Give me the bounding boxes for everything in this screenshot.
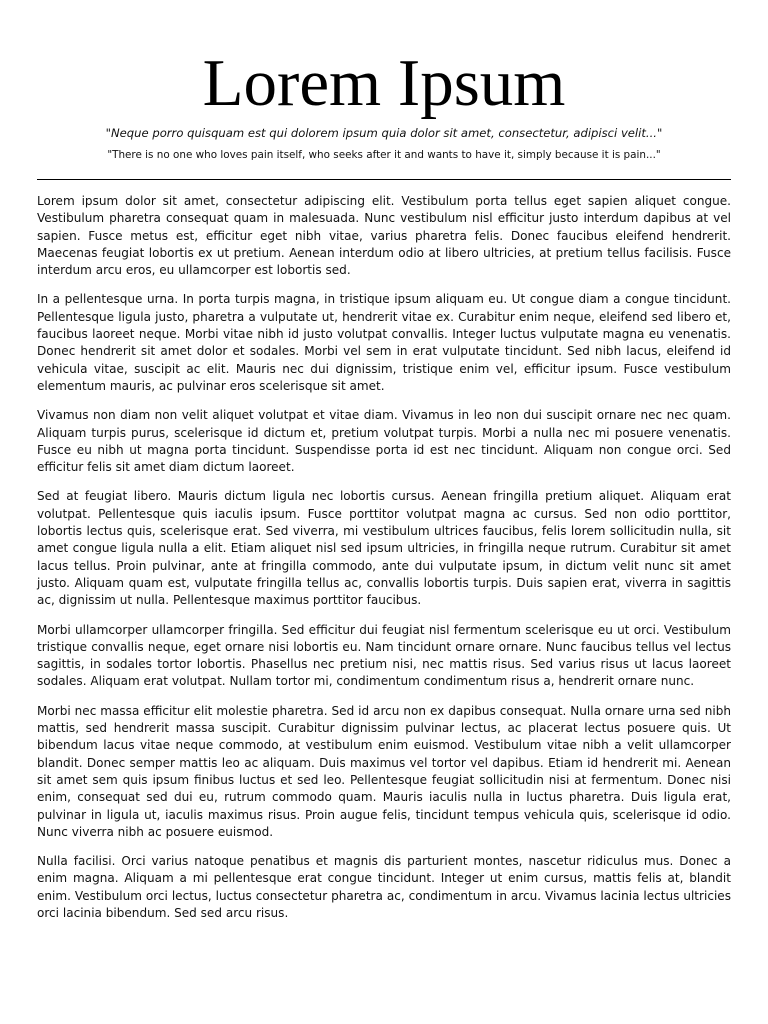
body-text	[37, 193, 731, 934]
paragraph-4: Sed at feugiat libero. Mauris dictum ligula nec lobortis cursus. Aenean fringilla pretium aliquet. Aliquam erat volutpat. Pellentesque quis iaculis ipsum. Fusce porttitor volutpat magna ac cursus. Sed non odio porttitor, lobortis lectus quis, scelerisque erat. Sed viverra, mi vestibulum ultrices faucibus, felis lorem sollicitudin nulla, sit amet congue ligula nulla a elit. Etiam aliquet nisl sed ipsum ultricies, in fringilla neque rutrum. Curabitur sit amet lacus tellus. Proin pulvinar, ante at fringilla commodo, ante dui vulputate ipsum, in dictum velit nunc sit amet justo. Aliquam quam est, vulputate fringilla tellus ac, convallis lobortis turpis. Duis sapien erat, viverra in sagittis ac, dignissim ut nulla. Pellentesque maximus porttitor faucibus.	[37, 489, 731, 608]
english-quote: "There is no one who loves pain itself, who seeks after it and wants to have it, simply because it is pain..."	[107, 149, 661, 161]
paragraph-3: Vivamus non diam non velit aliquet volutpat et vitae diam. Vivamus in leo non dui suscipit ornare nec nec quam. Aliquam turpis purus, scelerisque id dictum et, pretium volutpat turpis. Morbi a nulla nec mi posuere venenatis. Fusce eu nibh ut magna porta tincidunt. Suspendisse porta id est nec tincidunt. Aliquam non congue orci. Sed efficitur felis sit amet diam dictum laoreet.	[37, 408, 731, 475]
paragraph-6: Morbi nec massa efficitur elit molestie pharetra. Sed id arcu non ex dapibus consequat. Nulla ornare urna sed nibh mattis, sed hendrerit massa suscipit. Curabitur dignissim pulvinar lectus, ac placerat lectus posuere quis. Ut bibendum lacus vitae neque commodo, at vestibulum enim euismod. Vestibulum vitae nibh a velit ullamcorper blandit. Donec semper mattis leo ac aliquam. Duis maximus vel tortor vel dapibus. Etiam id hendrerit mi. Aenean sit amet sem quis ipsum finibus luctus et sed leo. Pellentesque feugiat sollicitudin nisi at fermentum. Donec nisi enim, consequat sed dui eu, rutrum commodo quam. Mauris iaculis nulla in luctus pharetra. Duis ligula erat, pulvinar in ligula ut, iaculis maximus risus. Proin augue felis, tincidunt tempus vehicula quis, scelerisque id odio. Nunc viverra nibh ac posuere euismod.	[37, 703, 731, 839]
paragraph-7: Nulla facilisi. Orci varius natoque penatibus et magnis dis parturient montes, nascetur ridiculus mus. Donec a enim magna. Aliquam a mi pellentesque erat congue tincidunt. Integer ut enim cursus, mattis felis at, blandit enim. Vestibulum orci lectus, luctus consectetur pharetra ac, condimentum in arcu. Vivamus lacinia lectus ultricies orci lacinia bibendum. Sed sed arcu risus.	[37, 854, 731, 920]
paragraph-5: Morbi ullamcorper ullamcorper fringilla. Sed efficitur dui feugiat nisl fermentum scelerisque eu ut orci. Vestibulum tristique convallis neque, eget ornare nisi lobortis eu. Nam tincidunt ornare ornare. Nunc faucibus tellus vel lectus sagittis, in sodales tortor lobortis. Phasellus nec pretium nisi, nec mattis risus. Sed varius risus ut lacus laoreet sodales. Aliquam erat volutpat. Nullam tortor mi, condimentum condimentum risus a, hendrerit ornare nunc.	[37, 622, 731, 689]
latin-quote: "Neque porro quisquam est qui dolorem ipsum quia dolor sit amet, consectetur, adipisci velit..."	[105, 126, 663, 140]
paragraph-1: Lorem ipsum dolor sit amet, consectetur adipiscing elit. Vestibulum porta tellus eget sapien aliquet congue. Vestibulum pharetra consequat quam in malesuada. Nunc vestibulum nisl efficitur justo interdum dapibus at vel sapien. Fusce metus est, efficitur eget nibh vitae, varius pharetra felis. Donec faucibus eleifend hendrerit. Maecenas feugiat lobortis ex ut pretium. Aenean interdum odio at libero ultricies, at pretium tellus facilisis. Fusce interdum arcu eros, eu ullamcorper est lobortis sed.	[37, 194, 731, 278]
paragraph-2: In a pellentesque urna. In porta turpis magna, in tristique ipsum aliquam eu. Ut congue diam a congue tincidunt. Pellentesque ligula justo, pharetra a vulputate ut, hendrerit vitae ex. Curabitur enim neque, eleifend sed libero et, faucibus laoreet neque. Morbi vitae nibh id justo volutpat convallis. Integer luctus vulputate magna eu venenatis. Donec hendrerit sit amet dolor et sodales. Morbi vel sem in erat vulputate tincidunt. Sed nibh lacus, eleifend id vehicula vitae, suscipit ac elit. Mauris nec dui dignissim, tristique enim vel, efficitur ipsum. Fusce vestibulum elementum mauris, ac pulvinar eros scelerisque sit amet.	[37, 292, 731, 393]
header-divider	[37, 179, 731, 180]
page-title: Lorem Ipsum	[202, 46, 566, 120]
